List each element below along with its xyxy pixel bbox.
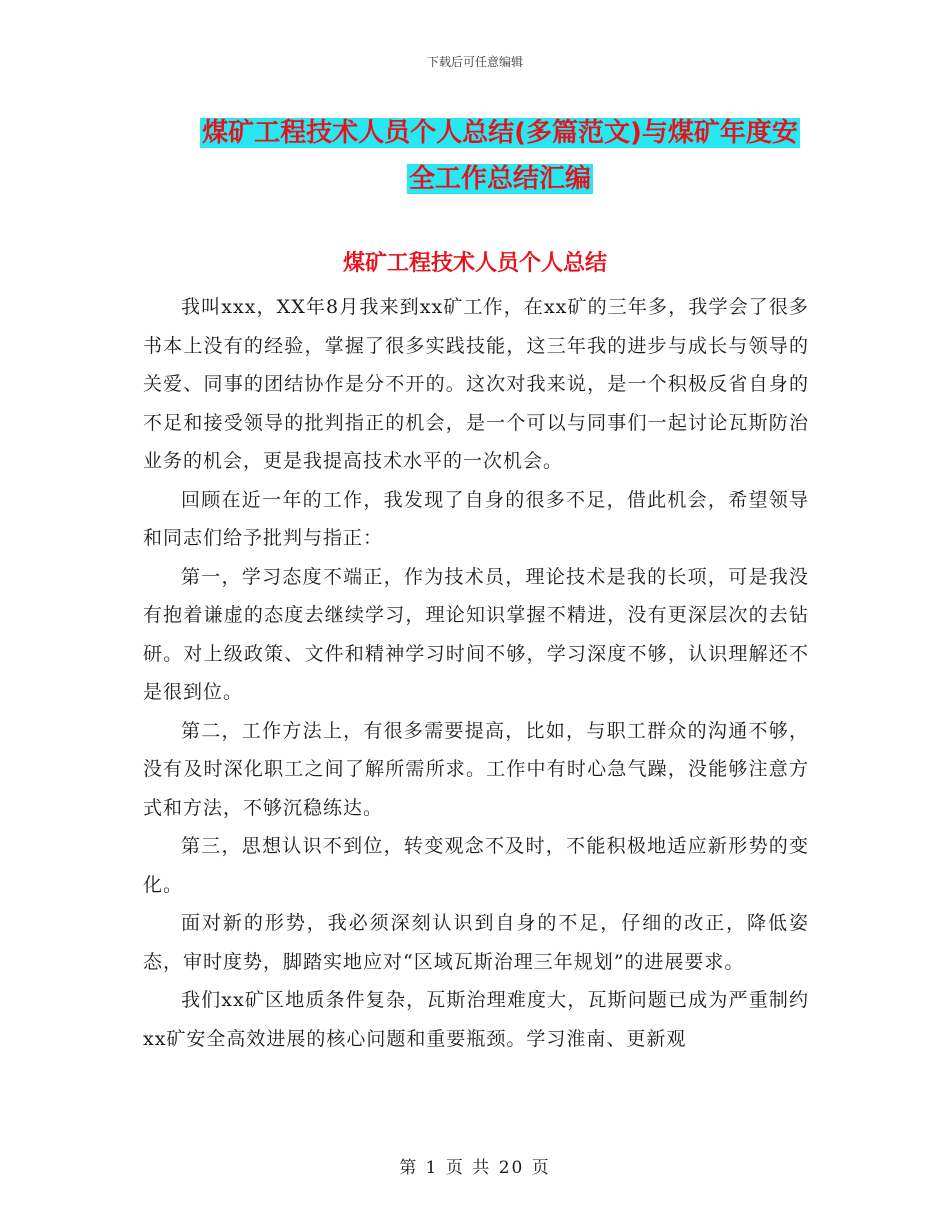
- paragraph: 第二，工作方法上，有很多需要提高，比如，与职工群众的沟通不够，没有及时深化职工之间了解所需所求。工作中有时心急气躁，没能够注意方式和方法，不够沉稳练达。: [143, 719, 809, 819]
- body-text: [143, 288, 809, 1058]
- title-line-2: 全工作总结汇编: [408, 164, 591, 194]
- title-line-1: 煤矿工程技术人员个人总结(多篇范文)与煤矿年度安: [202, 118, 798, 148]
- paragraph: 第一，学习态度不端正，作为技术员，理论技术是我的长项，可是我没有抱着谦虚的态度去继续学习，理论知识掌握不精进，没有更深层次的去钻研。对上级政策、文件和精神学习时间不够，学习深度不够，认识理解还不是很到位。: [143, 565, 809, 703]
- header-note: 下载后可任意编辑: [426, 55, 523, 69]
- paragraph: 我们xx矿区地质条件复杂，瓦斯治理难度大，瓦斯问题已成为严重制约xx矿安全高效进展的核心问题和重要瓶颈。学习淮南、更新观: [143, 989, 809, 1050]
- paragraph: 第三，思想认识不到位，转变观念不及时，不能积极地适应新形势的变化。: [143, 835, 809, 896]
- paragraph: 面对新的形势，我必须深刻认识到自身的不足，仔细的改正，降低姿态，审时度势，脚踏实地应对“区域瓦斯治理三年规划”的进展要求。: [143, 912, 809, 973]
- paragraph: 回顾在近一年的工作，我发现了自身的很多不足，借此机会，希望领导和同志们给予批判与指正：: [143, 488, 809, 549]
- section-title: 煤矿工程技术人员个人总结: [342, 251, 607, 276]
- page-footer: 第 1 页 共 20 页: [399, 1158, 551, 1178]
- paragraph: 我叫xxx，XX年8月我来到xx矿工作，在xx矿的三年多，我学会了很多书本上没有的经验，掌握了很多实践技能，这三年我的进步与成长与领导的关爱、同事的团结协作是分不开的。这次对我来说，是一个积极反省自身的不足和接受领导的批判指正的机会，是一个可以与同事们一起讨论瓦斯防治业务的机会，更是我提高技术水平的一次机会。: [143, 296, 809, 472]
- document-title: [150, 110, 850, 202]
